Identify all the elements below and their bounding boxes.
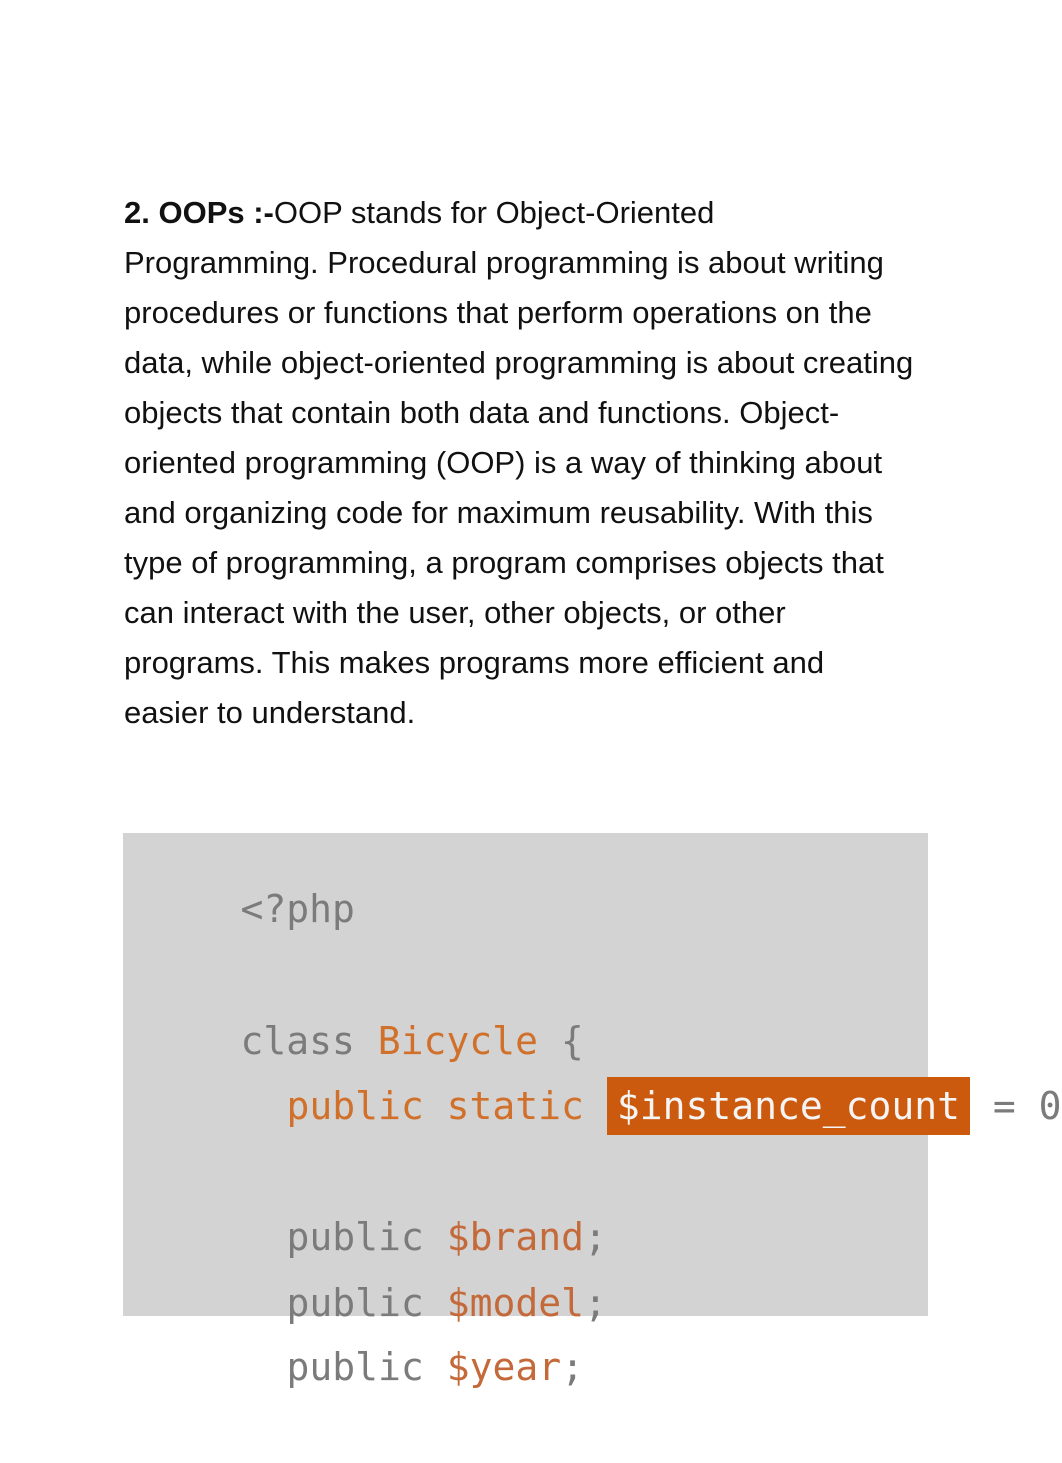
- section-heading: 2. OOPs :-: [124, 195, 274, 230]
- code-line-year: public $year;: [286, 1345, 584, 1389]
- highlighted-variable: $instance_count: [607, 1077, 970, 1135]
- code-line-class: class Bicycle {: [240, 1019, 584, 1063]
- article-paragraph: [124, 188, 914, 738]
- section-body: OOP stands for Object-Oriented Programming. Procedural programming is about writing procedures or functions that perform operations on the data, while object-oriented programming is about creating objects that contain both data and functions. Object-oriented programming (OOP) is a way of thinking about and organizing code for maximum reusability. With this type of programming, a program comprises objects that can interact with the user, other objects, or other programs. This makes programs more efficient and easier to understand.: [124, 195, 914, 730]
- code-screenshot: [123, 833, 1062, 1389]
- code-line-brand: public $brand;: [286, 1215, 607, 1259]
- code-line-model: public $model;: [286, 1281, 607, 1325]
- code-line-php-open: <?php: [240, 887, 355, 931]
- class-name: Bicycle: [377, 1019, 538, 1063]
- code-line-static: public static $instance_count = 0: [195, 1010, 1062, 1202]
